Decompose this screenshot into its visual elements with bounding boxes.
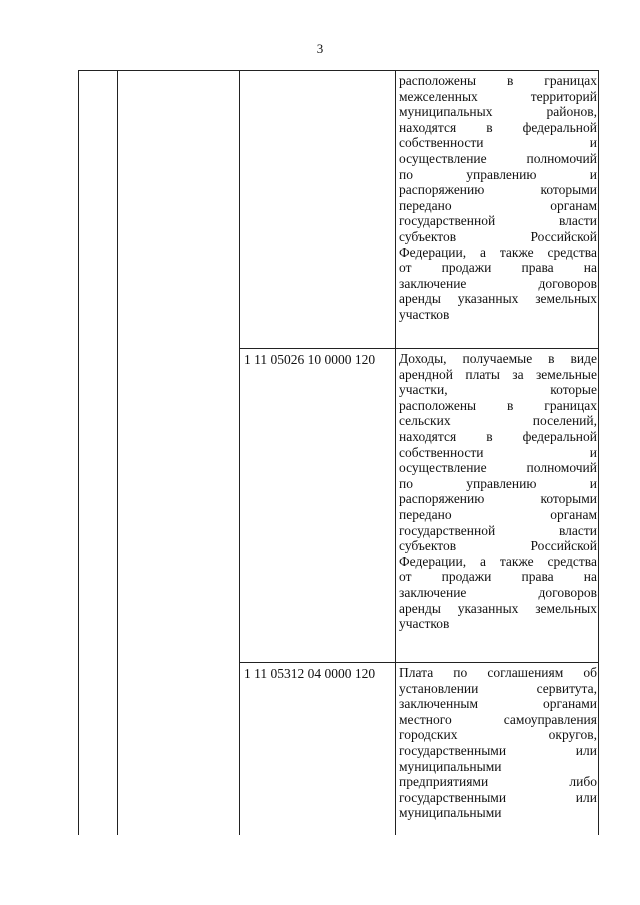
description-line: сельских поселений, <box>399 413 597 429</box>
table-column-divider <box>395 71 396 835</box>
description-line: субъектов Российской <box>399 538 597 554</box>
description-line: арендной платы за земельные <box>399 366 597 382</box>
table-column-divider <box>239 71 240 835</box>
description-line: муниципальных районов, <box>399 104 597 120</box>
description-line: по управлению и <box>399 166 597 182</box>
description-line: собственности и <box>399 135 597 151</box>
description-line: Федерации, а также средства <box>399 553 597 569</box>
description-line: расположены в границах <box>399 397 597 413</box>
description-line: муниципальными <box>399 758 502 774</box>
description-line: местного самоуправления <box>399 711 597 727</box>
description-line: распоряжению которыми <box>399 491 597 507</box>
description-line: участков <box>399 616 450 632</box>
description-line: от продажи права на <box>399 260 597 276</box>
description-line: государственной власти <box>399 522 597 538</box>
description-line: заключенным органами <box>399 696 597 712</box>
description-line: Доходы, получаемые в виде <box>399 351 597 366</box>
description-line: участки, которые <box>399 382 597 398</box>
table-row-code: 1 11 05026 10 0000 120 <box>244 352 376 367</box>
description-line: заключение договоров <box>399 584 597 600</box>
description-line: аренды указанных земельных <box>399 291 597 307</box>
description-line: предприятиями либо <box>399 774 597 790</box>
description-line: по управлению и <box>399 475 597 491</box>
description-line: городских округов, <box>399 727 597 743</box>
description-line: собственности и <box>399 444 597 460</box>
description-line: осуществление полномочий <box>399 150 597 166</box>
table-row-description <box>399 665 597 821</box>
table-row-divider <box>239 662 598 663</box>
description-line: передано органам <box>399 506 597 522</box>
description-line: муниципальными <box>399 805 502 821</box>
description-line: аренды указанных земельных <box>399 600 597 616</box>
description-line: находятся в федеральной <box>399 119 597 135</box>
description-line: находятся в федеральной <box>399 428 597 444</box>
table-row-divider <box>239 348 598 349</box>
description-line: заключение договоров <box>399 275 597 291</box>
description-line: расположены в границах <box>399 73 597 88</box>
description-line: установлении сервитута, <box>399 680 597 696</box>
description-line: Плата по соглашениям об <box>399 665 597 680</box>
description-line: государственными или <box>399 742 597 758</box>
page-number: 3 <box>316 41 324 56</box>
description-line: государственной власти <box>399 213 597 229</box>
table-row-description <box>399 73 597 323</box>
description-line: участков <box>399 306 450 322</box>
description-line: Федерации, а также средства <box>399 244 597 260</box>
description-line: от продажи права на <box>399 569 597 585</box>
table-column-divider <box>117 71 118 835</box>
description-line: передано органам <box>399 197 597 213</box>
table-row-description <box>399 351 597 632</box>
description-line: субъектов Российской <box>399 228 597 244</box>
table-row-code: 1 11 05312 04 0000 120 <box>244 666 376 681</box>
description-line: распоряжению которыми <box>399 182 597 198</box>
description-line: осуществление полномочий <box>399 460 597 476</box>
description-line: межселенных территорий <box>399 88 597 104</box>
description-line: государственными или <box>399 789 597 805</box>
revenue-codes-table <box>78 70 599 835</box>
